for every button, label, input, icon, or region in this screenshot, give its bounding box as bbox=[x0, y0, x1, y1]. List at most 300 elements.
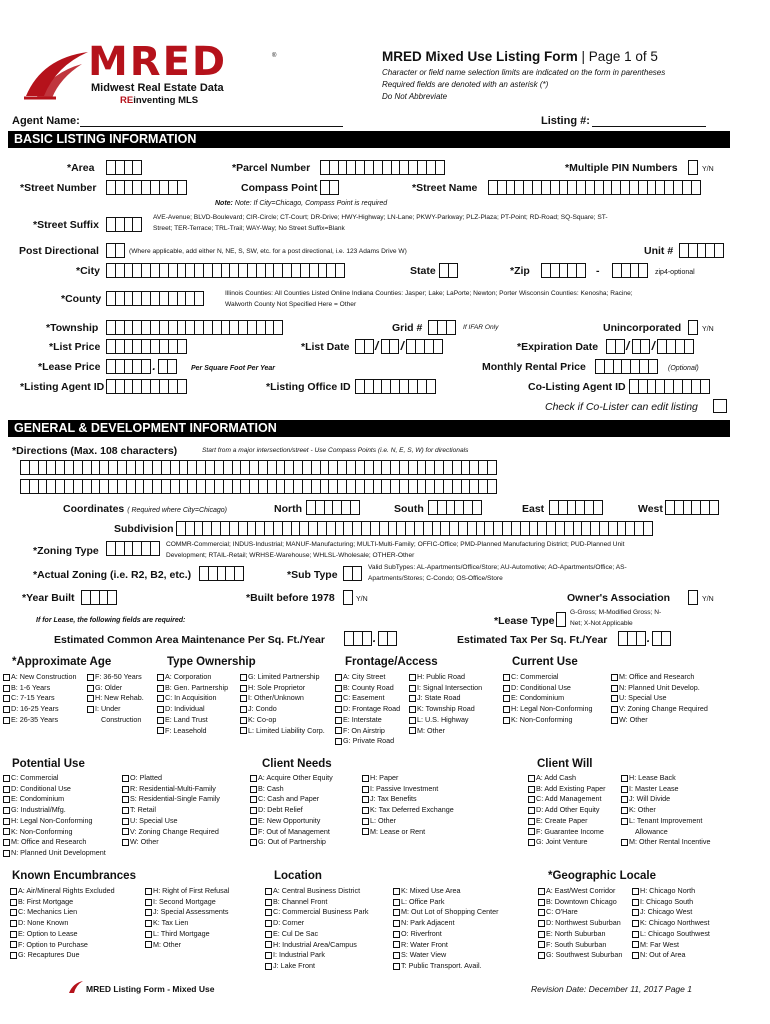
checkbox-icon[interactable] bbox=[250, 775, 257, 782]
frontage-access-col2-option[interactable] bbox=[409, 726, 482, 737]
checkbox-icon[interactable] bbox=[87, 706, 94, 713]
checkbox-icon[interactable] bbox=[538, 941, 545, 948]
known-encumbrances-col1-option[interactable] bbox=[10, 907, 115, 918]
client-needs-col2-option[interactable] bbox=[362, 784, 454, 795]
approximate-age-col2-option[interactable] bbox=[87, 672, 144, 683]
geographic-locale-col1-option[interactable] bbox=[538, 950, 622, 961]
checkbox-icon[interactable] bbox=[157, 717, 164, 724]
frontage-access-col1-option[interactable] bbox=[335, 704, 400, 715]
checkbox-icon[interactable] bbox=[621, 818, 628, 825]
client-needs-col1-option[interactable] bbox=[250, 837, 333, 848]
co-lister-edit-checkbox[interactable] bbox=[713, 399, 727, 413]
lease-price-boxes[interactable]: . bbox=[106, 359, 176, 374]
location-col1-option[interactable] bbox=[265, 907, 368, 918]
location-col1-option[interactable] bbox=[265, 950, 368, 961]
checkbox-icon[interactable] bbox=[409, 685, 416, 692]
checkbox-icon[interactable] bbox=[409, 727, 416, 734]
checkbox-icon[interactable] bbox=[87, 674, 94, 681]
checkbox-icon[interactable] bbox=[632, 888, 639, 895]
location-col1-option[interactable] bbox=[265, 961, 368, 972]
street-name-boxes[interactable] bbox=[488, 180, 700, 195]
checkbox-icon[interactable] bbox=[250, 818, 257, 825]
checkbox-icon[interactable] bbox=[632, 899, 639, 906]
checkbox-icon[interactable] bbox=[250, 828, 257, 835]
directions-boxes-row-1[interactable] bbox=[20, 460, 496, 475]
checkbox-icon[interactable] bbox=[122, 775, 129, 782]
checkbox-icon[interactable] bbox=[538, 920, 545, 927]
potential-use-col1-option[interactable] bbox=[3, 794, 106, 805]
grid-boxes[interactable] bbox=[428, 320, 454, 335]
geographic-locale-col2-option[interactable] bbox=[632, 940, 710, 951]
current-use-col2-option[interactable] bbox=[611, 693, 708, 704]
frontage-access-col2-option[interactable] bbox=[409, 715, 482, 726]
location-col1-option[interactable] bbox=[265, 929, 368, 940]
checkbox-icon[interactable] bbox=[621, 807, 628, 814]
checkbox-icon[interactable] bbox=[503, 706, 510, 713]
checkbox-icon[interactable] bbox=[538, 888, 545, 895]
unincorporated-box[interactable] bbox=[688, 320, 697, 335]
type-ownership-col1-option[interactable] bbox=[157, 672, 228, 683]
geographic-locale-col2-option[interactable] bbox=[632, 886, 710, 897]
checkbox-icon[interactable] bbox=[528, 807, 535, 814]
checkbox-icon[interactable] bbox=[265, 920, 272, 927]
frontage-access-col1-option[interactable] bbox=[335, 715, 400, 726]
client-will-col1-option[interactable] bbox=[528, 827, 606, 838]
checkbox-icon[interactable] bbox=[538, 952, 545, 959]
frontage-access-col1-option[interactable] bbox=[335, 736, 400, 747]
zip4-boxes[interactable] bbox=[612, 263, 647, 278]
client-will-col2-option[interactable] bbox=[621, 837, 711, 848]
potential-use-col1-option[interactable] bbox=[3, 837, 106, 848]
geographic-locale-col1-option[interactable] bbox=[538, 886, 622, 897]
frontage-access-col1-option[interactable] bbox=[335, 693, 400, 704]
agent-name-field[interactable] bbox=[80, 126, 343, 127]
checkbox-icon[interactable] bbox=[122, 828, 129, 835]
client-will-col2-option[interactable] bbox=[621, 794, 711, 805]
checkbox-icon[interactable] bbox=[632, 909, 639, 916]
current-use-col1-option[interactable] bbox=[503, 693, 593, 704]
checkbox-icon[interactable] bbox=[528, 796, 535, 803]
potential-use-col2-option[interactable] bbox=[122, 827, 220, 838]
location-col1-option[interactable] bbox=[265, 886, 368, 897]
type-ownership-col2-option[interactable] bbox=[240, 715, 325, 726]
checkbox-icon[interactable] bbox=[145, 909, 152, 916]
estimated-tax-boxes[interactable]: . bbox=[618, 631, 670, 646]
checkbox-icon[interactable] bbox=[621, 775, 628, 782]
client-needs-col1-option[interactable] bbox=[250, 773, 333, 784]
zoning-type-boxes[interactable] bbox=[106, 541, 159, 556]
location-col2-option[interactable] bbox=[393, 918, 499, 929]
location-col2-option[interactable] bbox=[393, 961, 499, 972]
checkbox-icon[interactable] bbox=[10, 909, 17, 916]
geographic-locale-col1-option[interactable] bbox=[538, 897, 622, 908]
checkbox-icon[interactable] bbox=[3, 685, 10, 692]
checkbox-icon[interactable] bbox=[3, 674, 10, 681]
checkbox-icon[interactable] bbox=[265, 941, 272, 948]
client-needs-col2-option[interactable] bbox=[362, 773, 454, 784]
checkbox-icon[interactable] bbox=[335, 738, 342, 745]
checkbox-icon[interactable] bbox=[157, 685, 164, 692]
checkbox-icon[interactable] bbox=[3, 839, 10, 846]
location-col1-option[interactable] bbox=[265, 897, 368, 908]
potential-use-col1-option[interactable] bbox=[3, 805, 106, 816]
subdivision-boxes[interactable] bbox=[176, 521, 652, 536]
checkbox-icon[interactable] bbox=[240, 674, 247, 681]
current-use-col1-option[interactable] bbox=[503, 704, 593, 715]
checkbox-icon[interactable] bbox=[503, 685, 510, 692]
checkbox-icon[interactable] bbox=[393, 909, 400, 916]
west-boxes[interactable] bbox=[665, 500, 718, 515]
checkbox-icon[interactable] bbox=[122, 796, 129, 803]
checkbox-icon[interactable] bbox=[393, 952, 400, 959]
geographic-locale-col2-option[interactable] bbox=[632, 950, 710, 961]
checkbox-icon[interactable] bbox=[362, 818, 369, 825]
area-boxes[interactable] bbox=[106, 160, 141, 175]
owners-association-box[interactable] bbox=[688, 590, 697, 605]
year-built-boxes[interactable] bbox=[81, 590, 116, 605]
approximate-age-col1-option[interactable] bbox=[3, 704, 77, 715]
checkbox-icon[interactable] bbox=[265, 963, 272, 970]
checkbox-icon[interactable] bbox=[122, 839, 129, 846]
checkbox-icon[interactable] bbox=[632, 920, 639, 927]
checkbox-icon[interactable] bbox=[393, 931, 400, 938]
listing-number-field[interactable] bbox=[592, 126, 706, 127]
checkbox-icon[interactable] bbox=[528, 839, 535, 846]
approximate-age-col1-option[interactable] bbox=[3, 693, 77, 704]
east-boxes[interactable] bbox=[549, 500, 602, 515]
checkbox-icon[interactable] bbox=[528, 775, 535, 782]
geographic-locale-col2-option[interactable] bbox=[632, 929, 710, 940]
checkbox-icon[interactable] bbox=[145, 931, 152, 938]
checkbox-icon[interactable] bbox=[122, 786, 129, 793]
potential-use-col2-option[interactable] bbox=[122, 773, 220, 784]
potential-use-col2-option[interactable] bbox=[122, 816, 220, 827]
approximate-age-col1-option[interactable] bbox=[3, 683, 77, 694]
known-encumbrances-col2-option[interactable] bbox=[145, 929, 229, 940]
current-use-col2-option[interactable] bbox=[611, 683, 708, 694]
checkbox-icon[interactable] bbox=[10, 920, 17, 927]
checkbox-icon[interactable] bbox=[157, 674, 164, 681]
checkbox-icon[interactable] bbox=[409, 674, 416, 681]
checkbox-icon[interactable] bbox=[393, 920, 400, 927]
checkbox-icon[interactable] bbox=[145, 941, 152, 948]
checkbox-icon[interactable] bbox=[335, 695, 342, 702]
known-encumbrances-col2-option[interactable] bbox=[145, 907, 229, 918]
expiration-date-boxes[interactable]: / / bbox=[606, 339, 693, 354]
checkbox-icon[interactable] bbox=[611, 674, 618, 681]
checkbox-icon[interactable] bbox=[362, 807, 369, 814]
geographic-locale-col1-option[interactable] bbox=[538, 929, 622, 940]
compass-point-boxes[interactable] bbox=[320, 180, 338, 195]
current-use-col1-option[interactable] bbox=[503, 672, 593, 683]
checkbox-icon[interactable] bbox=[393, 941, 400, 948]
potential-use-col1-option[interactable] bbox=[3, 773, 106, 784]
frontage-access-col1-option[interactable] bbox=[335, 672, 400, 683]
known-encumbrances-col2-option[interactable] bbox=[145, 897, 229, 908]
checkbox-icon[interactable] bbox=[362, 786, 369, 793]
frontage-access-col2-option[interactable] bbox=[409, 693, 482, 704]
type-ownership-col2-option[interactable] bbox=[240, 704, 325, 715]
sub-type-boxes[interactable] bbox=[343, 566, 361, 581]
type-ownership-col2-option[interactable] bbox=[240, 726, 325, 737]
current-use-col2-option[interactable] bbox=[611, 704, 708, 715]
directions-boxes-row-2[interactable] bbox=[20, 479, 496, 494]
type-ownership-col2-option[interactable] bbox=[240, 693, 325, 704]
checkbox-icon[interactable] bbox=[393, 963, 400, 970]
checkbox-icon[interactable] bbox=[538, 909, 545, 916]
checkbox-icon[interactable] bbox=[538, 931, 545, 938]
checkbox-icon[interactable] bbox=[10, 931, 17, 938]
checkbox-icon[interactable] bbox=[157, 727, 164, 734]
checkbox-icon[interactable] bbox=[409, 717, 416, 724]
current-use-col2-option[interactable] bbox=[611, 715, 708, 726]
checkbox-icon[interactable] bbox=[362, 828, 369, 835]
client-will-col1-option[interactable] bbox=[528, 784, 606, 795]
checkbox-icon[interactable] bbox=[621, 786, 628, 793]
checkbox-icon[interactable] bbox=[240, 695, 247, 702]
known-encumbrances-col1-option[interactable] bbox=[10, 918, 115, 929]
checkbox-icon[interactable] bbox=[335, 727, 342, 734]
location-col2-option[interactable] bbox=[393, 886, 499, 897]
approximate-age-col2-option[interactable] bbox=[87, 693, 144, 704]
city-boxes[interactable] bbox=[106, 263, 344, 278]
client-needs-col1-option[interactable] bbox=[250, 827, 333, 838]
cam-boxes[interactable]: . bbox=[344, 631, 396, 646]
checkbox-icon[interactable] bbox=[265, 909, 272, 916]
client-will-col1-option[interactable] bbox=[528, 816, 606, 827]
client-will-col2-option[interactable] bbox=[621, 816, 711, 827]
built-before-box[interactable] bbox=[343, 590, 352, 605]
checkbox-icon[interactable] bbox=[528, 786, 535, 793]
checkbox-icon[interactable] bbox=[240, 685, 247, 692]
current-use-col1-option[interactable] bbox=[503, 715, 593, 726]
checkbox-icon[interactable] bbox=[503, 695, 510, 702]
checkbox-icon[interactable] bbox=[87, 685, 94, 692]
checkbox-icon[interactable] bbox=[528, 828, 535, 835]
client-needs-col2-option[interactable] bbox=[362, 827, 454, 838]
client-will-col1-option[interactable] bbox=[528, 794, 606, 805]
type-ownership-col1-option[interactable] bbox=[157, 715, 228, 726]
location-col2-option[interactable] bbox=[393, 940, 499, 951]
approximate-age-col2-option[interactable] bbox=[87, 683, 144, 694]
checkbox-icon[interactable] bbox=[503, 717, 510, 724]
checkbox-icon[interactable] bbox=[335, 717, 342, 724]
geographic-locale-col1-option[interactable] bbox=[538, 918, 622, 929]
checkbox-icon[interactable] bbox=[145, 920, 152, 927]
checkbox-icon[interactable] bbox=[87, 695, 94, 702]
checkbox-icon[interactable] bbox=[265, 931, 272, 938]
lease-type-box[interactable] bbox=[556, 612, 565, 627]
checkbox-icon[interactable] bbox=[3, 807, 10, 814]
checkbox-icon[interactable] bbox=[3, 828, 10, 835]
zip-boxes[interactable] bbox=[541, 263, 585, 278]
checkbox-icon[interactable] bbox=[157, 695, 164, 702]
checkbox-icon[interactable] bbox=[3, 850, 10, 857]
checkbox-icon[interactable] bbox=[3, 786, 10, 793]
known-encumbrances-col1-option[interactable] bbox=[10, 950, 115, 961]
frontage-access-col1-option[interactable] bbox=[335, 726, 400, 737]
geographic-locale-col2-option[interactable] bbox=[632, 918, 710, 929]
geographic-locale-col2-option[interactable] bbox=[632, 907, 710, 918]
checkbox-icon[interactable] bbox=[621, 839, 628, 846]
approximate-age-col2-option[interactable] bbox=[87, 704, 144, 715]
client-will-col2-option[interactable] bbox=[621, 805, 711, 816]
checkbox-icon[interactable] bbox=[250, 786, 257, 793]
checkbox-icon[interactable] bbox=[145, 888, 152, 895]
client-needs-col1-option[interactable] bbox=[250, 794, 333, 805]
type-ownership-col1-option[interactable] bbox=[157, 683, 228, 694]
location-col2-option[interactable] bbox=[393, 950, 499, 961]
checkbox-icon[interactable] bbox=[265, 952, 272, 959]
client-will-col2-option[interactable] bbox=[621, 773, 711, 784]
potential-use-col1-option[interactable] bbox=[3, 827, 106, 838]
checkbox-icon[interactable] bbox=[335, 706, 342, 713]
list-price-boxes[interactable] bbox=[106, 339, 185, 354]
approximate-age-col1-option[interactable] bbox=[3, 672, 77, 683]
monthly-rental-boxes[interactable] bbox=[595, 359, 657, 374]
checkbox-icon[interactable] bbox=[632, 941, 639, 948]
known-encumbrances-col1-option[interactable] bbox=[10, 897, 115, 908]
client-needs-col2-option[interactable] bbox=[362, 805, 454, 816]
checkbox-icon[interactable] bbox=[265, 888, 272, 895]
client-needs-col1-option[interactable] bbox=[250, 784, 333, 795]
type-ownership-col2-option[interactable] bbox=[240, 683, 325, 694]
checkbox-icon[interactable] bbox=[632, 931, 639, 938]
client-will-col1-option[interactable] bbox=[528, 773, 606, 784]
checkbox-icon[interactable] bbox=[240, 717, 247, 724]
location-col1-option[interactable] bbox=[265, 940, 368, 951]
known-encumbrances-col1-option[interactable] bbox=[10, 940, 115, 951]
checkbox-icon[interactable] bbox=[362, 796, 369, 803]
client-will-col1-option[interactable] bbox=[528, 805, 606, 816]
checkbox-icon[interactable] bbox=[122, 818, 129, 825]
type-ownership-col1-option[interactable] bbox=[157, 693, 228, 704]
checkbox-icon[interactable] bbox=[409, 706, 416, 713]
checkbox-icon[interactable] bbox=[611, 706, 618, 713]
type-ownership-col2-option[interactable] bbox=[240, 672, 325, 683]
potential-use-col2-option[interactable] bbox=[122, 805, 220, 816]
checkbox-icon[interactable] bbox=[335, 685, 342, 692]
list-date-boxes[interactable]: / / bbox=[355, 339, 442, 354]
checkbox-icon[interactable] bbox=[3, 695, 10, 702]
known-encumbrances-col2-option[interactable] bbox=[145, 886, 229, 897]
checkbox-icon[interactable] bbox=[10, 941, 17, 948]
checkbox-icon[interactable] bbox=[3, 818, 10, 825]
checkbox-icon[interactable] bbox=[362, 775, 369, 782]
checkbox-icon[interactable] bbox=[632, 952, 639, 959]
checkbox-icon[interactable] bbox=[250, 807, 257, 814]
geographic-locale-col2-option[interactable] bbox=[632, 897, 710, 908]
location-col2-option[interactable] bbox=[393, 897, 499, 908]
potential-use-col2-option[interactable] bbox=[122, 784, 220, 795]
checkbox-icon[interactable] bbox=[3, 706, 10, 713]
geographic-locale-col1-option[interactable] bbox=[538, 940, 622, 951]
current-use-col1-option[interactable] bbox=[503, 683, 593, 694]
checkbox-icon[interactable] bbox=[145, 899, 152, 906]
south-boxes[interactable] bbox=[428, 500, 481, 515]
checkbox-icon[interactable] bbox=[611, 717, 618, 724]
multiple-pin-box[interactable] bbox=[688, 160, 697, 175]
street-number-boxes[interactable] bbox=[106, 180, 185, 195]
checkbox-icon[interactable] bbox=[250, 796, 257, 803]
potential-use-col2-option[interactable] bbox=[122, 794, 220, 805]
post-directional-boxes[interactable] bbox=[106, 243, 124, 258]
checkbox-icon[interactable] bbox=[3, 775, 10, 782]
client-needs-col1-option[interactable] bbox=[250, 805, 333, 816]
approximate-age-col1-option[interactable] bbox=[3, 715, 77, 726]
checkbox-icon[interactable] bbox=[250, 839, 257, 846]
frontage-access-col2-option[interactable] bbox=[409, 704, 482, 715]
client-will-col2-option[interactable] bbox=[621, 784, 711, 795]
county-boxes[interactable] bbox=[106, 291, 203, 306]
known-encumbrances-col1-option[interactable] bbox=[10, 886, 115, 897]
frontage-access-col1-option[interactable] bbox=[335, 683, 400, 694]
frontage-access-col2-option[interactable] bbox=[409, 672, 482, 683]
north-boxes[interactable] bbox=[306, 500, 359, 515]
checkbox-icon[interactable] bbox=[265, 899, 272, 906]
potential-use-col1-option[interactable] bbox=[3, 784, 106, 795]
checkbox-icon[interactable] bbox=[240, 727, 247, 734]
township-boxes[interactable] bbox=[106, 320, 282, 335]
checkbox-icon[interactable] bbox=[335, 674, 342, 681]
checkbox-icon[interactable] bbox=[240, 706, 247, 713]
client-needs-col2-option[interactable] bbox=[362, 816, 454, 827]
checkbox-icon[interactable] bbox=[538, 899, 545, 906]
listing-agent-boxes[interactable] bbox=[106, 379, 185, 394]
checkbox-icon[interactable] bbox=[122, 807, 129, 814]
checkbox-icon[interactable] bbox=[611, 685, 618, 692]
checkbox-icon[interactable] bbox=[409, 695, 416, 702]
parcel-number-boxes[interactable] bbox=[320, 160, 443, 175]
checkbox-icon[interactable] bbox=[528, 818, 535, 825]
checkbox-icon[interactable] bbox=[3, 796, 10, 803]
potential-use-col2-option[interactable] bbox=[122, 837, 220, 848]
client-will-col1-option[interactable] bbox=[528, 837, 606, 848]
checkbox-icon[interactable] bbox=[393, 899, 400, 906]
checkbox-icon[interactable] bbox=[611, 695, 618, 702]
actual-zoning-boxes[interactable] bbox=[199, 566, 243, 581]
known-encumbrances-col2-option[interactable] bbox=[145, 940, 229, 951]
checkbox-icon[interactable] bbox=[393, 888, 400, 895]
state-boxes[interactable] bbox=[439, 263, 457, 278]
checkbox-icon[interactable] bbox=[10, 899, 17, 906]
known-encumbrances-col1-option[interactable] bbox=[10, 929, 115, 940]
type-ownership-col1-option[interactable] bbox=[157, 726, 228, 737]
client-needs-col2-option[interactable] bbox=[362, 794, 454, 805]
checkbox-icon[interactable] bbox=[3, 717, 10, 724]
location-col1-option[interactable] bbox=[265, 918, 368, 929]
checkbox-icon[interactable] bbox=[621, 796, 628, 803]
known-encumbrances-col2-option[interactable] bbox=[145, 918, 229, 929]
location-col2-option[interactable] bbox=[393, 929, 499, 940]
current-use-col2-option[interactable] bbox=[611, 672, 708, 683]
checkbox-icon[interactable] bbox=[503, 674, 510, 681]
frontage-access-col2-option[interactable] bbox=[409, 683, 482, 694]
type-ownership-col1-option[interactable] bbox=[157, 704, 228, 715]
street-suffix-boxes[interactable] bbox=[106, 217, 141, 232]
geographic-locale-col1-option[interactable] bbox=[538, 907, 622, 918]
potential-use-col1-option[interactable] bbox=[3, 816, 106, 827]
listing-office-boxes[interactable] bbox=[355, 379, 434, 394]
checkbox-icon[interactable] bbox=[10, 888, 17, 895]
client-needs-col1-option[interactable] bbox=[250, 816, 333, 827]
checkbox-icon[interactable] bbox=[10, 952, 17, 959]
co-listing-boxes[interactable] bbox=[629, 379, 708, 394]
unit-boxes[interactable] bbox=[679, 243, 723, 258]
location-col2-option[interactable] bbox=[393, 907, 499, 918]
potential-use-col1-option[interactable] bbox=[3, 848, 106, 859]
checkbox-icon[interactable] bbox=[157, 706, 164, 713]
